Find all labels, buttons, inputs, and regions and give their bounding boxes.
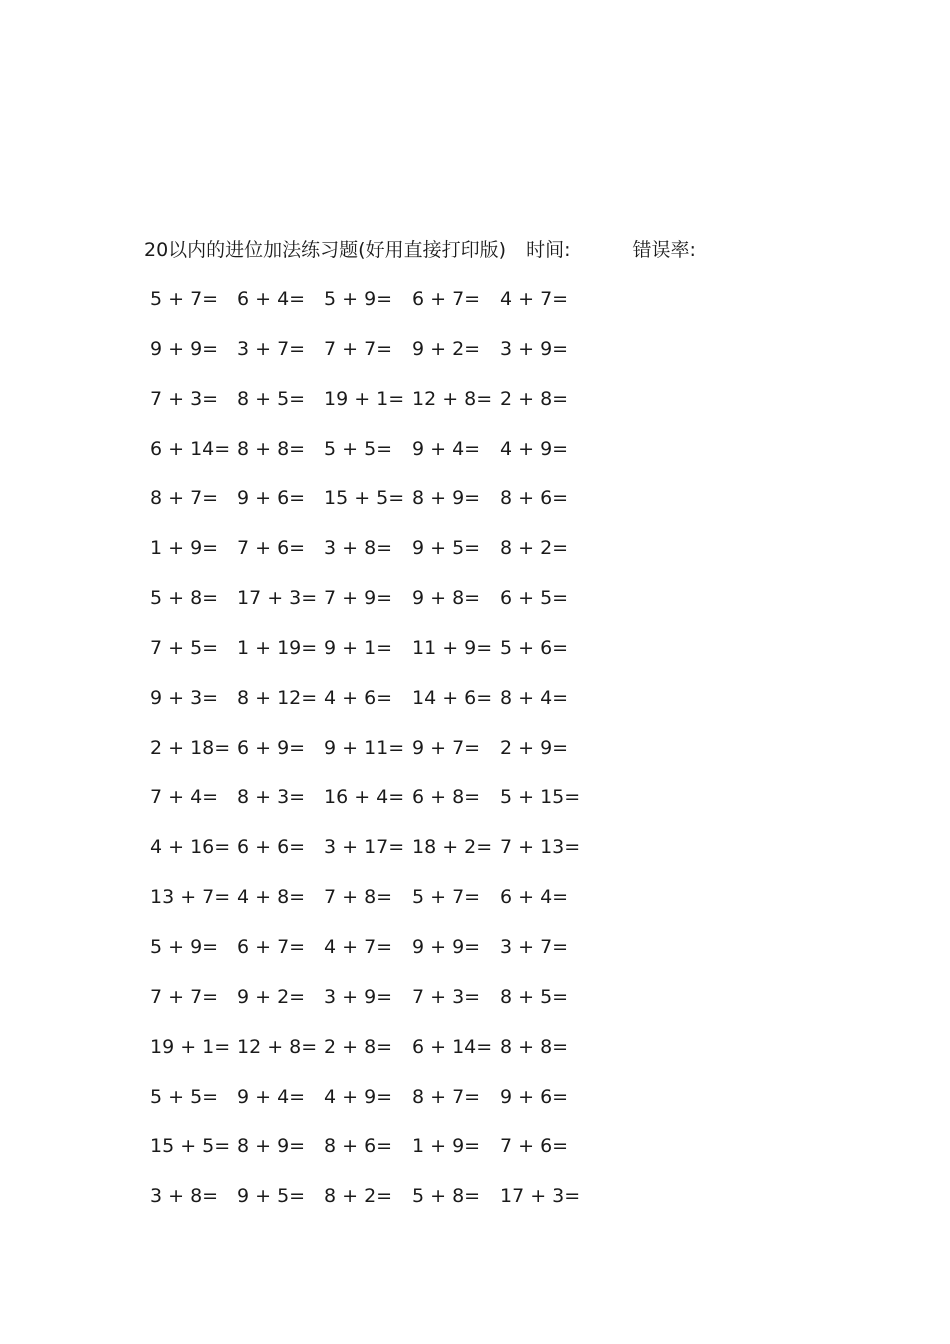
problem-cell: 8 + 9= — [412, 487, 481, 510]
problem-cell: 8 + 8= — [500, 1035, 569, 1058]
problem-cell: 8 + 3= — [237, 786, 306, 809]
problem-cell: 6 + 7= — [412, 288, 481, 310]
worksheet-header — [144, 236, 696, 264]
problem-cell: 9 + 4= — [237, 1085, 306, 1108]
problem-cell: 9 + 3= — [150, 686, 219, 709]
problem-cell: 7 + 7= — [324, 337, 393, 360]
problem-row — [144, 932, 604, 982]
problem-cell: 3 + 8= — [150, 1185, 219, 1208]
problem-cell: 1 + 9= — [150, 537, 219, 560]
problem-cell: 12 + 8= — [237, 1035, 318, 1058]
problem-cell: 7 + 3= — [412, 985, 481, 1008]
problem-cell: 9 + 1= — [324, 636, 393, 659]
problem-cell: 8 + 7= — [150, 487, 219, 510]
problem-cell: 3 + 17= — [324, 836, 405, 859]
problem-cell: 2 + 8= — [500, 387, 569, 410]
problem-cell: 8 + 2= — [324, 1185, 393, 1208]
problem-row — [144, 583, 604, 633]
problem-row — [144, 1082, 604, 1132]
problem-cell: 6 + 4= — [500, 886, 569, 909]
problem-cell: 4 + 8= — [237, 886, 306, 909]
problem-cell: 7 + 3= — [150, 387, 219, 410]
problem-cell: 3 + 7= — [237, 337, 306, 360]
problem-cell: 8 + 12= — [237, 686, 318, 709]
problem-cell: 9 + 6= — [237, 487, 306, 510]
problem-row — [144, 733, 604, 783]
problem-cell: 4 + 7= — [324, 935, 393, 958]
problem-cell: 9 + 8= — [412, 587, 481, 610]
problem-cell: 3 + 9= — [324, 985, 393, 1008]
problem-cell: 3 + 9= — [500, 337, 569, 360]
problem-cell: 7 + 13= — [500, 836, 581, 859]
problem-cell: 19 + 1= — [150, 1035, 231, 1058]
problem-cell: 6 + 14= — [412, 1035, 493, 1058]
problem-cell: 17 + 3= — [500, 1185, 581, 1208]
problem-cell: 9 + 5= — [412, 537, 481, 560]
problem-cell: 19 + 1= — [324, 387, 405, 410]
problem-cell: 7 + 9= — [324, 587, 393, 610]
problem-cell: 8 + 2= — [500, 537, 569, 560]
problem-row — [144, 633, 604, 683]
problem-cell: 1 + 19= — [237, 636, 318, 659]
problem-cell: 7 + 5= — [150, 636, 219, 659]
problem-cell: 7 + 4= — [150, 786, 219, 809]
problem-cell: 9 + 2= — [412, 337, 481, 360]
problem-row — [144, 1032, 604, 1082]
problem-cell: 5 + 5= — [324, 437, 393, 460]
problem-cell: 3 + 8= — [324, 537, 393, 560]
problem-cell: 4 + 16= — [150, 836, 231, 859]
time-label: 时间: — [526, 239, 571, 261]
problem-cell: 7 + 7= — [150, 985, 219, 1008]
problem-cell: 5 + 6= — [500, 636, 569, 659]
problem-cell: 6 + 6= — [237, 836, 306, 859]
problem-cell: 8 + 8= — [237, 437, 306, 460]
problem-row — [144, 683, 604, 733]
problem-cell: 5 + 9= — [324, 288, 393, 310]
problem-cell: 4 + 7= — [500, 288, 569, 310]
problem-cell: 15 + 5= — [150, 1135, 231, 1158]
problem-cell: 9 + 11= — [324, 736, 405, 759]
problem-grid — [144, 284, 604, 1231]
problem-cell: 8 + 5= — [500, 985, 569, 1008]
problem-row — [144, 483, 604, 533]
problem-cell: 9 + 4= — [412, 437, 481, 460]
problem-cell: 11 + 9= — [412, 636, 493, 659]
problem-cell: 5 + 9= — [150, 935, 219, 958]
problem-cell: 1 + 9= — [412, 1135, 481, 1158]
problem-row — [144, 1181, 604, 1231]
problem-cell: 9 + 5= — [237, 1185, 306, 1208]
problem-row — [144, 982, 604, 1032]
problem-cell: 6 + 5= — [500, 587, 569, 610]
problem-row — [144, 434, 604, 484]
problem-cell: 13 + 7= — [150, 886, 231, 909]
problem-cell: 5 + 5= — [150, 1085, 219, 1108]
problem-cell: 7 + 6= — [237, 537, 306, 560]
problem-cell: 6 + 8= — [412, 786, 481, 809]
problem-cell: 5 + 15= — [500, 786, 581, 809]
worksheet-title: 20以内的进位加法练习题(好用直接打印版) — [144, 239, 507, 261]
problem-row — [144, 1131, 604, 1181]
problem-cell: 8 + 5= — [237, 387, 306, 410]
problem-row — [144, 832, 604, 882]
problem-cell: 12 + 8= — [412, 387, 493, 410]
problem-row — [144, 533, 604, 583]
problem-row — [144, 384, 604, 434]
problem-cell: 9 + 2= — [237, 985, 306, 1008]
problem-cell: 6 + 9= — [237, 736, 306, 759]
problem-cell: 9 + 9= — [150, 337, 219, 360]
problem-cell: 8 + 6= — [500, 487, 569, 510]
problem-cell: 7 + 6= — [500, 1135, 569, 1158]
problem-cell: 14 + 6= — [412, 686, 493, 709]
problem-cell: 6 + 4= — [237, 288, 306, 310]
problem-cell: 6 + 7= — [237, 935, 306, 958]
problem-cell: 8 + 6= — [324, 1135, 393, 1158]
error-rate-label: 错误率: — [632, 239, 696, 261]
problem-cell: 3 + 7= — [500, 935, 569, 958]
problem-cell: 4 + 9= — [324, 1085, 393, 1108]
problem-row — [144, 782, 604, 832]
problem-cell: 18 + 2= — [412, 836, 493, 859]
problem-cell: 4 + 9= — [500, 437, 569, 460]
problem-row — [144, 284, 604, 334]
problem-cell: 9 + 9= — [412, 935, 481, 958]
problem-cell: 8 + 4= — [500, 686, 569, 709]
problem-cell: 9 + 7= — [412, 736, 481, 759]
problem-cell: 2 + 8= — [324, 1035, 393, 1058]
problem-cell: 5 + 8= — [412, 1185, 481, 1208]
problem-cell: 15 + 5= — [324, 487, 405, 510]
problem-cell: 4 + 6= — [324, 686, 393, 709]
problem-cell: 5 + 7= — [150, 288, 219, 310]
problem-cell: 9 + 6= — [500, 1085, 569, 1108]
problem-cell: 5 + 7= — [412, 886, 481, 909]
problem-cell: 7 + 8= — [324, 886, 393, 909]
problem-cell: 2 + 18= — [150, 736, 231, 759]
problem-cell: 8 + 9= — [237, 1135, 306, 1158]
problem-cell: 16 + 4= — [324, 786, 405, 809]
problem-cell: 6 + 14= — [150, 437, 231, 460]
problem-cell: 5 + 8= — [150, 587, 219, 610]
problem-cell: 17 + 3= — [237, 587, 318, 610]
problem-cell: 2 + 9= — [500, 736, 569, 759]
problem-row — [144, 882, 604, 932]
problem-cell: 8 + 7= — [412, 1085, 481, 1108]
problem-row — [144, 334, 604, 384]
